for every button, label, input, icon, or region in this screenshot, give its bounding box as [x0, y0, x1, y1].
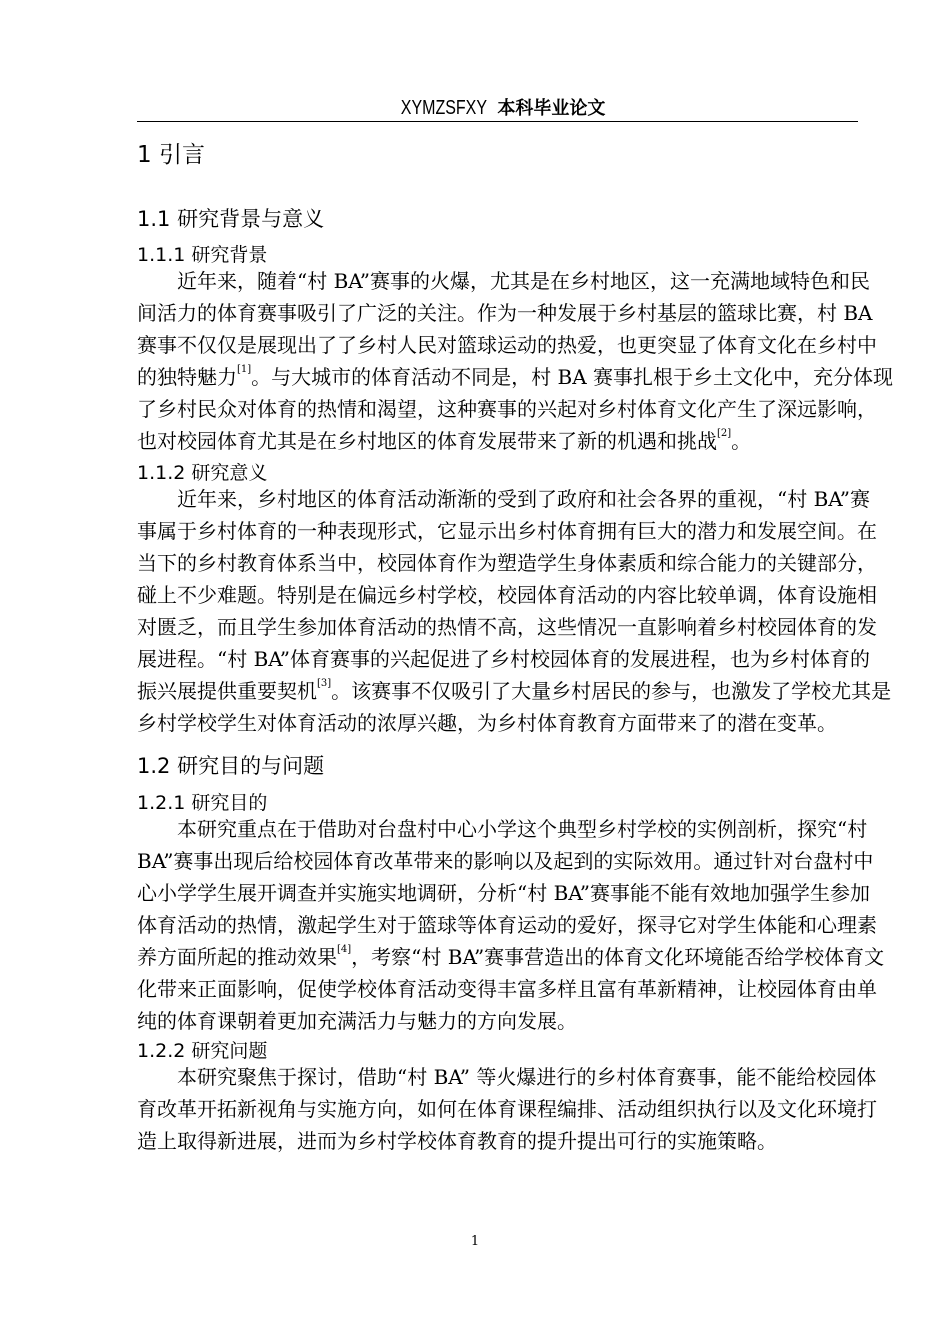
- section-heading: 1.1 研究背景与意义: [137, 207, 325, 231]
- text-run: 振兴展提供重要契机: [137, 679, 317, 703]
- subsection-heading: 1.2.2 研究问题: [137, 1040, 268, 1062]
- text-run: 育改革开拓新视角与实施方向，如何在体育课程编排、活动组织执行以及文化环境打: [137, 1097, 877, 1121]
- text-run: 对匮乏，而且学生参加体育活动的热情不高，这些情况一直影响着乡村校园体育的发: [137, 615, 877, 639]
- page-number: 1: [470, 1234, 480, 1249]
- paragraph-line: [137, 881, 871, 905]
- paragraph-line: [137, 647, 871, 671]
- citation-ref: [3]: [317, 678, 332, 689]
- text-run: 。: [731, 429, 752, 453]
- paragraph-line: [137, 817, 868, 841]
- chapter-heading: 1 引言: [137, 142, 205, 168]
- paragraph-line: [137, 364, 894, 389]
- text-run: 。该赛事不仅吸引了大量乡村居民的参与，也激发了学校尤其是: [331, 679, 892, 703]
- paragraph-line: [137, 615, 877, 639]
- paragraph-line: [137, 333, 877, 357]
- text-run: 的独特魅力: [137, 365, 237, 389]
- text-run: 纯的体育课朝着更加充满活力与魅力的方向发展。: [137, 1009, 577, 1033]
- paragraph-line: [137, 429, 858, 453]
- citation-ref: [4]: [337, 944, 352, 955]
- text-run: 养方面所起的推动效果: [137, 945, 337, 969]
- paragraph-line: [137, 944, 885, 969]
- paragraph-line: [137, 301, 873, 325]
- text-run: 当下的乡村教育体系当中，校园体育作为塑造学生身体素质和综合能力的关键部分，: [137, 551, 877, 575]
- paragraph-line: [137, 1009, 858, 1033]
- subsection-heading: 1.1.2 研究意义: [137, 462, 268, 484]
- text-run: 展进程。“村 BA”体育赛事的兴起促进了乡村校园体育的发展进程，也为乡村体育的: [137, 647, 871, 671]
- paragraph-line: [137, 1065, 877, 1089]
- text-run: 了乡村民众对体育的热情和渴望，这种赛事的兴起对乡村体育文化产生了深远影响，: [137, 397, 877, 421]
- paragraph-line: [137, 849, 874, 873]
- paragraph-line: [137, 269, 871, 293]
- text-run: 近年来，随着“村 BA”赛事的火爆，尤其是在乡村地区，这一充满地域特色和民: [177, 269, 871, 293]
- header-rule: [137, 121, 858, 122]
- subsection-heading: 1.2.1 研究目的: [137, 792, 268, 814]
- text-run: 造上取得新进展，进而为乡村学校体育教育的提升提出可行的实施策略。: [137, 1129, 777, 1153]
- header-latin: XYMZSFXY: [400, 97, 487, 119]
- citation-ref: [1]: [237, 364, 252, 375]
- text-run: 碰上不少难题。特别是在偏远乡村学校，校园体育活动的内容比较单调，体育设施相: [137, 583, 877, 607]
- paragraph-line: [137, 977, 877, 1001]
- paragraph-line: [137, 1129, 858, 1153]
- text-run: 事属于乡村体育的一种表现形式，它显示出乡村体育拥有巨大的潜力和发展空间。在: [137, 519, 877, 543]
- paragraph-line: [137, 1097, 877, 1121]
- paragraph-line: [137, 397, 877, 421]
- text-run: 赛事不仅仅是展现出了了乡村人民对篮球运动的热爱，也更突显了体育文化在乡村中: [137, 333, 877, 357]
- header-title: 本科毕业论文: [497, 98, 606, 119]
- paragraph-line: [137, 551, 877, 575]
- paragraph-line: [137, 487, 871, 511]
- citation-ref: [2]: [717, 428, 732, 439]
- paragraph-line: [137, 711, 858, 735]
- subsection-heading: 1.1.1 研究背景: [137, 244, 268, 266]
- text-run: ，考察“村 BA”赛事营造出的体育文化环境能否给学校体育文: [351, 945, 885, 969]
- text-run: 本研究聚焦于探讨，借助“村 BA” 等火爆进行的乡村体育赛事，能不能给校园体: [177, 1065, 877, 1089]
- text-run: 乡村学校学生对体育活动的浓厚兴趣，为乡村体育教育方面带来了的潜在变革。: [137, 711, 837, 735]
- paragraph-line: [137, 678, 892, 703]
- text-run: BA”赛事出现后给校园体育改革带来的影响以及起到的实际效用。通过针对台盘村中: [137, 849, 874, 873]
- paragraph-line: [137, 913, 877, 937]
- text-run: 。与大城市的体育活动不同是，村 BA 赛事扎根于乡土文化中，充分体现: [251, 365, 894, 389]
- paragraph-line: [137, 519, 877, 543]
- text-run: 近年来，乡村地区的体育活动渐渐的受到了政府和社会各界的重视，“村 BA”赛: [177, 487, 871, 511]
- text-run: 本研究重点在于借助对台盘村中心小学这个典型乡村学校的实例剖析，探究“村: [177, 817, 868, 841]
- text-run: 也对校园体育尤其是在乡村地区的体育发展带来了新的机遇和挑战: [137, 429, 717, 453]
- page-header: [137, 93, 858, 123]
- text-run: 间活力的体育赛事吸引了广泛的关注。作为一种发展于乡村基层的篮球比赛，村 BA: [137, 301, 873, 325]
- text-run: 体育活动的热情，激起学生对于篮球等体育运动的爱好，探寻它对学生体能和心理素: [137, 913, 877, 937]
- text-run: 化带来正面影响，促使学校体育活动变得丰富多样且富有革新精神，让校园体育由单: [137, 977, 877, 1001]
- section-heading: 1.2 研究目的与问题: [137, 754, 325, 778]
- paragraph-line: [137, 583, 877, 607]
- text-run: 心小学学生展开调查并实施实地调研，分析“村 BA”赛事能不能有效地加强学生参加: [137, 881, 871, 905]
